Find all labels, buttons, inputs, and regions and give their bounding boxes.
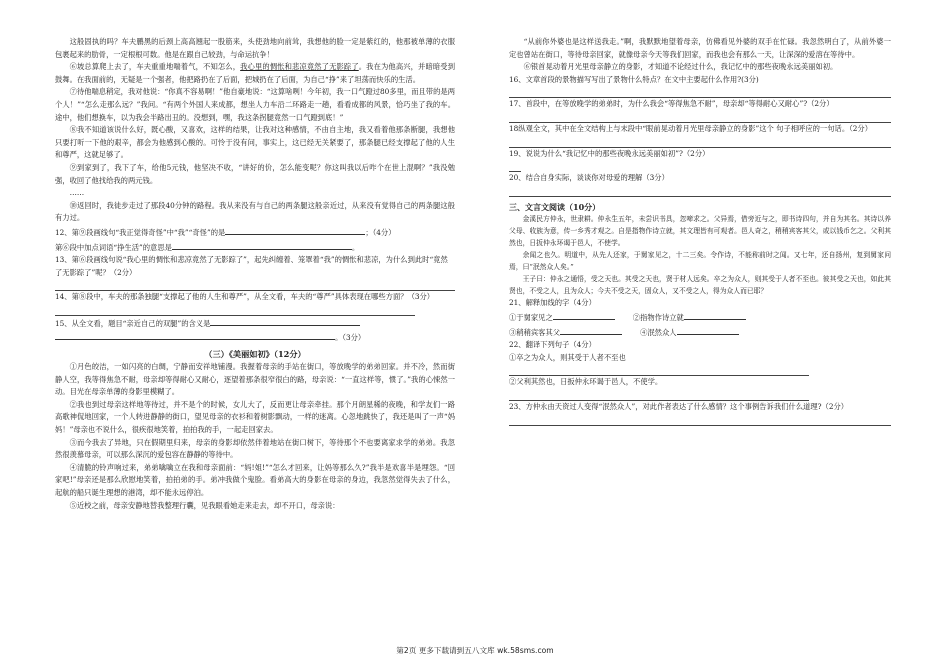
question-21-item-1: ①于舅家见之 xyxy=(509,310,615,325)
answer-blank[interactable] xyxy=(225,225,365,235)
answer-line[interactable] xyxy=(55,304,415,316)
essay-paragraph-4: ④清脆的铃声响过来，弟弟噙噙立在我和母亲面前：“妈!姐!”“怎么才回来，让妈等那么久?”我半是欢喜半是埋怨。“回家吧!”母亲还是那么欣慰地笑着，拍拍弟的手。弟冲我做个鬼脸。看弟高大的身影在母亲的身边，我忽然觉得失去了什么，起航的船只诞生理想的港湾，却不能永远停泊。 xyxy=(55,462,455,497)
essay-paragraph-6: ⑥银首晃动着月光里母亲静立的身影，才知道不论经过什么，我记忆中的那些夜晚永远美丽如初。 xyxy=(523,62,838,72)
underlined-sentence: 我心里的惆怅和悲凉竟然了无影踪了 xyxy=(240,62,359,72)
question-19: 19、说说为什么“我记忆中的那些夜晚永远美丽如初”?（2分） xyxy=(509,148,710,158)
question-12: 12、第⑨段画线句“我正觉得奇怪”中“我”“奇怪”的是 ；（4分） xyxy=(55,225,455,240)
right-column xyxy=(509,36,891,426)
answer-line[interactable] xyxy=(509,414,891,426)
question-12-part-2: 第⑥段中加点词语“挣生活”的意思是 。 xyxy=(55,240,455,255)
answer-line[interactable] xyxy=(509,111,891,123)
answer-line[interactable] xyxy=(509,136,891,148)
answer-line[interactable] xyxy=(509,160,521,172)
question-17: 17、首段中，在等放晚学的弟弟时，为什么我会“等得焦急不耐”，母亲却“等得耐心又耐心”?（2分） xyxy=(509,99,834,109)
question-22-item-2: ②父利其然也，日扳仲永环谒于邑人，不使学。 xyxy=(509,377,663,387)
left-column xyxy=(55,36,455,512)
answer-blank[interactable] xyxy=(560,325,622,335)
question-13: 13、第⑥段画线句说“我心里的惆怅和悲凉竟然了无影踪了”，起先纠缠着、笼罩着“我”的惆怅和悲凉，为什么到此时“竟然了无影踪了”呢？（2分） xyxy=(55,255,448,277)
answer-blank[interactable] xyxy=(677,325,739,335)
question-15: 15、从全文看，题目“亲近自己的双腿”的含义是 xyxy=(55,316,455,331)
classical-paragraph-3: 王子曰：仲永之通悟，受之天也。其受之天也，贤于材人远矣。卒之为众人，则其受于人者不至也。彼其受之天也，如此其贤也，不受之人，且为众人；今夫不受之天，固众人，又不受之人，得为众人而已耶？ xyxy=(509,275,891,296)
question-23: 23、方仲永由天资过人变得“泯然众人”，对此作者表达了什么感情？这个事例告诉我们什么道理?（2分） xyxy=(509,401,849,411)
question-16: 16、文章首段的景物描写写出了景物什么特点？在文中主要起什么作用?(3分) xyxy=(509,74,759,84)
essay-paragraph-1: ①月色皎洁，一如闪亮的白绸，宁静而安祥地铺漫。我握着母亲的手站在街口，等放晚学的弟弟回家。并不冷，然而街静人空，我等得焦急不耐，母亲却等得耐心又耐心，逐望着那条很窄很白的路，母亲说：“一直这样等，惯了。”我的心悚然一动。目光在母亲单薄的身影里模糊了。 xyxy=(55,362,455,397)
question-21-row-1 xyxy=(509,310,891,325)
passage-paragraph-9: ⑨到家到了，我下了车，给他5元钱，他坚决不收，“讲好的价，怎么能变呢？你这叫我以后咋个在世上混啊？”我没勉强，收回了他找给我的两元钱。 xyxy=(55,162,455,185)
essay-paragraph-5-cont: “从前你外婆也是这样送我走。”啊，我默默地望着母亲，仿佛看见外婆的双手在忙碌。我忽然明白了，从前外婆一定也曾站在街口，等待母亲回家，就像母亲今天等我们回家，而我也会有那么一天，让深深的爱溶在等待中。 xyxy=(509,37,891,59)
question-15-end: 。（3分） xyxy=(55,330,455,345)
essay-paragraph-3: ③而今我去了异地，只在假期里归来，母亲的身影却依然伴着地站在街口树下，等待那个不也要离家求学的弟弟。我忽然很羡慕母亲，可以那么深沉的爱包容在静静的等待中。 xyxy=(55,437,455,460)
passage-paragraph: 这般固执的吗？车夫鹏黑的后颈上高高翘起一股筋来，头使劲地向前耸，我想他的脸一定是紫红的，他那被单薄的衣服包裹起来的肋骨，一定根根可数。他是在跟自己较劲，与命运抗争！ xyxy=(55,37,455,59)
answer-blank[interactable] xyxy=(553,310,615,320)
question-21-item-2: ②指物作诗立就 xyxy=(633,310,746,325)
answer-line[interactable] xyxy=(509,364,809,376)
classical-paragraph-2: 余闻之也久。明道中，从先人还家，于舅家见之，十二三矣。令作诗，不能称前时之闻。又七年，还自扬州，复到舅家问焉，曰“泯然众人矣。” xyxy=(509,251,891,272)
page-footer: 第2页 更多下载请到五八文库 wk.58sms.com xyxy=(396,646,554,655)
question-21-item-4: ④泯然众人 xyxy=(640,325,738,340)
answer-line[interactable] xyxy=(509,185,891,197)
question-20: 20、结合自身实际，谈谈你对母爱的理解（3分） xyxy=(509,173,669,183)
answer-blank[interactable] xyxy=(210,316,360,326)
question-14: 14、第⑧段中，车夫的那条独腿“支撑起了他的人生和尊严”，从全文看，车夫的“尊严”具体表现在哪些方面？（3分） xyxy=(55,292,435,302)
question-21: 21、解释加线的字（4分） xyxy=(509,298,596,308)
question-22-item-1: ①卒之为众人，则其受于人者不至也 xyxy=(509,352,626,362)
answer-blank[interactable] xyxy=(684,310,746,320)
question-18: 18纵观全文，其中在全文结构上与末段中“眼前晃动着月光里母亲静立的身影”这个 句子相呼应的一句话。（2分） xyxy=(509,123,873,133)
answer-blank[interactable] xyxy=(172,240,352,250)
essay-paragraph-5: ⑤近校之前，母亲安静地替我整理行囊，见我眼看她走来走去，却不开口，母亲说： xyxy=(69,500,340,510)
passage-paragraph-6: ⑥坡总算爬上去了，车夫重重地喘着气，不知怎么，我心里的惆怅和悲凉竟然了无影踪了。我在为他高兴，并暗暗受到鼓舞。在我面前的，无疑是一个强者，他把路扔在了后面，把城扔在了后面，为自己“挣”来了坦荡而快乐的生活。 xyxy=(55,62,456,84)
classical-paragraph-1: 金溪民方仲永，世隶耕。仲永生五年，未尝识书具，忽啼求之。父异焉，借旁近与之，即书诗四句，并自为其名。其诗以养父母、收族为意，传一乡秀才观之。自是指物作诗立就，其文理皆有可观者。邑人奇之，稍稍宾客其父，或以钱币乞之。父利其然也，日扳仲永环谒于邑人，不使学。 xyxy=(509,215,891,248)
passage-paragraph-8: ⑧我不知道该说什么好，既心酸，又喜欢，这样的结果，让我对这种感情，不由自主地，我又看着他那条断腿，我想他只要打听一下他的艰辛，都会为他感到心酸的。可怜于没有问，事实上，这已经无关紧要了，那条腿已经支撑起了他的人生和尊严，这就足够了。 xyxy=(55,125,455,160)
question-21-row-2 xyxy=(509,325,891,340)
question-21-item-3: ③稍稍宾客其父 xyxy=(509,325,622,340)
section-title-3: （三）《美丽如初》（12分） xyxy=(204,349,306,360)
section-title-classical: 三、文言文阅读（10分） xyxy=(509,201,601,212)
answer-line[interactable] xyxy=(55,279,455,291)
question-22: 22、翻译下列句子（4分） xyxy=(509,340,596,350)
answer-line[interactable] xyxy=(509,389,809,401)
essay-paragraph-2: ②我也到过母亲这样地等待过，并不是个的时候，女儿大了，反而更让母亲牵挂。那个月朗星稀的夜晚，和学友们一路高歌神侃地回家，一个人转进静静的街口，望见母亲的衣衫和着树影飘动，一样的迷离。心忽地跳快了，我还是叫了一声“妈妈！”母亲也不说什么，很疾很地笑着，拍拍我的手，一起走回家去。 xyxy=(55,399,455,435)
answer-line[interactable] xyxy=(509,86,891,98)
ellipsis: …… xyxy=(69,188,85,198)
answer-blank[interactable] xyxy=(55,330,335,340)
passage-paragraph-10: ⑩返回时，我徒步走过了那段40分钟的路程。我从来没有与自己的两条腿这般亲近过，从来没有觉得自己的两条腿这般有力过。 xyxy=(55,200,455,223)
passage-paragraph-7: ⑦待他喘息稍定，我对他说：“你真不容易啊！”他自豪地说：“这算啥咧！今年初，我一口气蹬过80多里，而且带的是两个人！”“怎么走那么远？”我问。“有两个外国人来成都，想坐人力车沿二环路走一趟，看看成都的风景，恰巧坐了我的车。途中，他们想换车，以为我会半路出丑的。没想到，嘿，我这条拐腿竟然一口气蹬到底！” xyxy=(55,87,455,122)
